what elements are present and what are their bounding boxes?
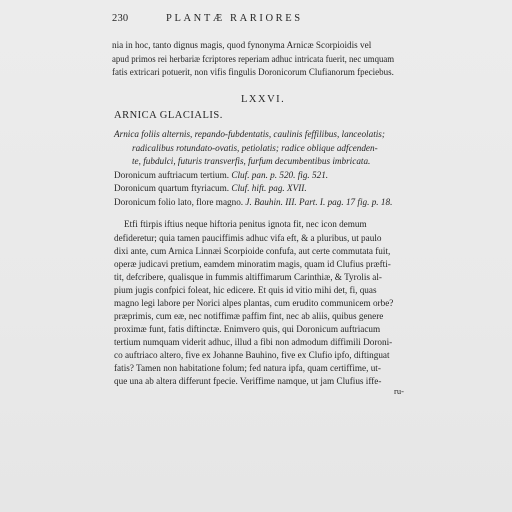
body-line: pium jugis confpici foleat, hic edicere. Et quis id vitio mihi det, fi, quas bbox=[114, 285, 377, 295]
section-number: LXXVI. bbox=[241, 94, 286, 105]
body-line: defideretur; quia tamen pauciffimis adhuc vifa eft, & a pluribus, ut paulo bbox=[114, 233, 382, 243]
description-line: Arnica foliis alternis, repando-fubdentatis, caulinis feffilibus, lanceolatis; bbox=[114, 129, 385, 139]
intro-line: apud primos rei herbariæ fcriptores reperiam adhuc intricata fuerit, nec umquam bbox=[112, 54, 395, 64]
intro-line: nia in hoc, tanto dignus magis, quod fynonyma Arnicæ Scorpioidis vel bbox=[112, 40, 372, 50]
body-line: proximæ funt, fatis diftinctæ. Enimvero quis, qui Doronicum auftriacum bbox=[114, 324, 381, 334]
body-line: operæ judicavi pretium, eamdem minoratim magis, quam id Clufius præfti- bbox=[114, 259, 391, 269]
body-line: co auftriaco altero, five ex Johanne Bauhino, five ex Clufio ipfo, diftinguat bbox=[114, 350, 390, 360]
synonym-citation: Cluf. pan. p. 520. fig. 521. bbox=[231, 170, 329, 180]
description-line: te, fubdulci, futuris transverfis, furfum decumbentibus imbricata. bbox=[132, 156, 371, 166]
synonym-name: Doronicum folio lato, flore magno. bbox=[114, 197, 244, 207]
synonym-name: Doronicum auftriacum tertium. bbox=[114, 170, 230, 180]
species-heading: ARNICA GLACIALIS. bbox=[114, 110, 223, 121]
body-line: fatis? Tamen non habitatione folum; fed natura ipfa, quam certiffime, ut- bbox=[114, 363, 381, 373]
intro-line: fatis extricari potuerit, non vifis fingulis Doronicorum Clufianorum fpeciebus. bbox=[112, 67, 394, 77]
page-number: 230 bbox=[112, 13, 129, 24]
synonym-name: Doronicum quartum ftyriacum. bbox=[114, 183, 230, 193]
synonym-line bbox=[114, 196, 392, 208]
body-line: Etfi ftirpis iftius neque hiftoria penitus ignota fit, nec icon demum bbox=[124, 219, 367, 229]
body-line: præprimis, cum eæ, nec notiffimæ paffim fint, nec ab aliis, quibus genere bbox=[114, 311, 384, 321]
running-title: PLANTÆ RARIORES bbox=[166, 13, 303, 24]
synonym-line bbox=[114, 169, 328, 181]
catchword: ru- bbox=[394, 386, 404, 396]
body-line: magno legi labore per Norici alpes plantas, cum erudito communicem orbe? bbox=[114, 298, 394, 308]
body-line: dixi ante, cum Arnica Linnæi Scorpioide confufa, aut certe commutata fuit, bbox=[114, 246, 391, 256]
body-line: tertium numquam viderit adhuc, illud a fibi non admodum diffimili Doroni- bbox=[114, 337, 393, 347]
synonym-line bbox=[114, 182, 307, 194]
body-line: tit, defcribere, qualisque in fummis altiffimarum Carinthiæ, & Tyrolis al- bbox=[114, 272, 382, 282]
body-line: que una ab altera differunt fpecie. Veriffime namque, ut jam Clufius iffe- bbox=[114, 376, 382, 386]
synonym-citation: J. Bauhin. III. Part. I. pag. 17 fig. p. 18. bbox=[245, 197, 393, 207]
synonym-citation: Cluf. hift. pag. XVII. bbox=[231, 183, 307, 193]
description-line: radicalibus rotundato-ovatis, petiolatis; radice oblique adfcenden- bbox=[132, 143, 378, 153]
